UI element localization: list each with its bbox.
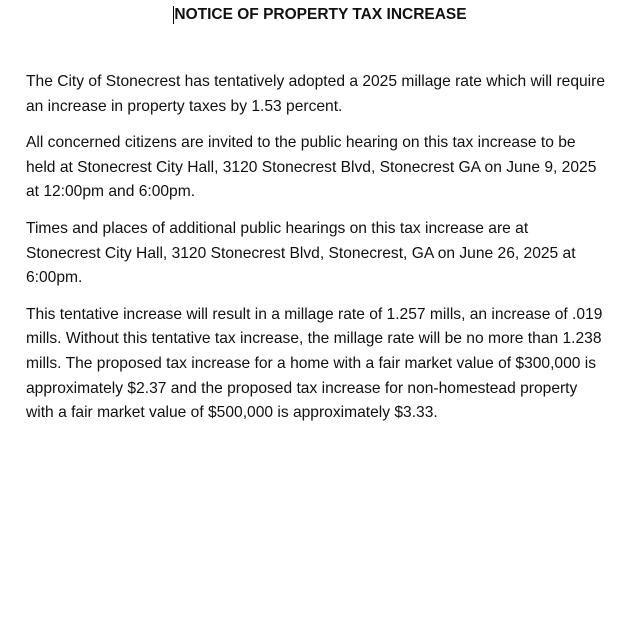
paragraph-additional-hearings[interactable]: Times and places of additional public hearings on this tax increase are at Stonecrest City Hall, 3120 Stonecrest Blvd, Stonecrest, GA on June 26, 2025 at 6:00pm.	[26, 219, 576, 287]
paragraph-public-hearing[interactable]: All concerned citizens are invited to the public hearing on this tax increase to be held at Stonecrest City Hall, 3120 Stonecrest Blvd, Stonecrest GA on June 9, 2025 at 12:00pm and 6:00pm.	[26, 134, 597, 201]
document-title-text: NOTICE OF PROPERTY TAX INCREASE	[174, 6, 467, 23]
title-row	[26, 4, 614, 26]
paragraph-millage-details[interactable]: This tentative increase will result in a millage rate of 1.257 mills, an increase of .019 mills. Without this tentative tax increase, the millage rate will be no more than 1.238 mills. The proposed tax increase for a home with a fair market value of $300,000 is approximately $2.37 and the proposed tax increase for non-homestead property with a fair market value of $500,000 is approximately $3.33.	[26, 305, 603, 422]
text-cursor	[173, 6, 174, 24]
document-title[interactable]	[173, 4, 466, 26]
paragraph-millage-adoption[interactable]: The City of Stonecrest has tentatively adopted a 2025 millage rate which will require an increase in property taxes by 1.53 percent.	[26, 73, 606, 115]
document-body	[26, 70, 614, 426]
